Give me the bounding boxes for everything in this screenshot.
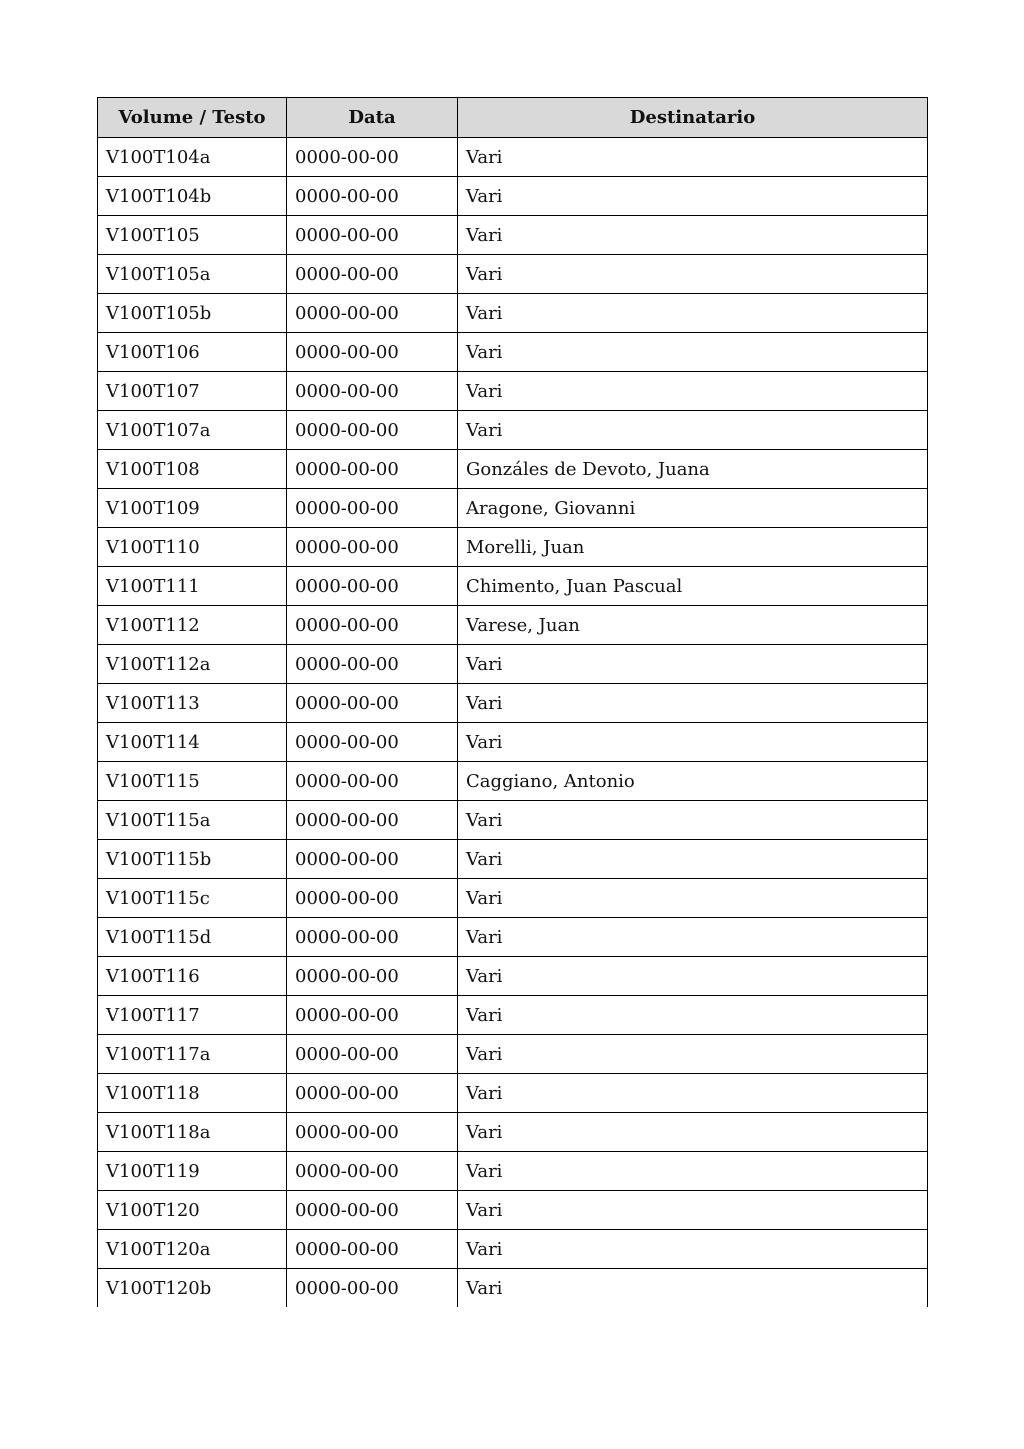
column-header-destinatario: Destinatario (458, 98, 928, 138)
cell-destinatario: Varese, Juan (458, 606, 928, 645)
table-row (98, 411, 928, 450)
cell-data: 0000-00-00 (287, 1113, 458, 1152)
cell-destinatario: Vari (458, 216, 928, 255)
table-row (98, 177, 928, 216)
cell-data: 0000-00-00 (287, 138, 458, 177)
cell-volume-testo: V100T114 (98, 723, 287, 762)
cell-volume-testo: V100T120b (98, 1269, 287, 1308)
cell-destinatario: Vari (458, 294, 928, 333)
table-row (98, 216, 928, 255)
table-row (98, 1191, 928, 1230)
cell-volume-testo: V100T110 (98, 528, 287, 567)
cell-destinatario: Vari (458, 918, 928, 957)
cell-volume-testo: V100T116 (98, 957, 287, 996)
cell-destinatario: Vari (458, 333, 928, 372)
cell-data: 0000-00-00 (287, 528, 458, 567)
cell-volume-testo: V100T115b (98, 840, 287, 879)
cell-data: 0000-00-00 (287, 879, 458, 918)
cell-volume-testo: V100T119 (98, 1152, 287, 1191)
cell-volume-testo: V100T118a (98, 1113, 287, 1152)
table-row (98, 645, 928, 684)
cell-destinatario: Aragone, Giovanni (458, 489, 928, 528)
cell-volume-testo: V100T115a (98, 801, 287, 840)
cell-data: 0000-00-00 (287, 567, 458, 606)
cell-data: 0000-00-00 (287, 1035, 458, 1074)
table-row (98, 840, 928, 879)
cell-destinatario: Vari (458, 372, 928, 411)
cell-volume-testo: V100T105b (98, 294, 287, 333)
cell-volume-testo: V100T120 (98, 1191, 287, 1230)
cell-volume-testo: V100T120a (98, 1230, 287, 1269)
table-row (98, 606, 928, 645)
table-row (98, 372, 928, 411)
table-row (98, 1269, 928, 1308)
cell-data: 0000-00-00 (287, 411, 458, 450)
table-row (98, 1074, 928, 1113)
table-row (98, 1035, 928, 1074)
cell-destinatario: Vari (458, 1074, 928, 1113)
table-row (98, 1230, 928, 1269)
cell-destinatario: Vari (458, 996, 928, 1035)
cell-destinatario: Vari (458, 1230, 928, 1269)
table-row (98, 450, 928, 489)
cell-destinatario: Vari (458, 957, 928, 996)
cell-data: 0000-00-00 (287, 372, 458, 411)
cell-data: 0000-00-00 (287, 684, 458, 723)
cell-volume-testo: V100T113 (98, 684, 287, 723)
cell-volume-testo: V100T106 (98, 333, 287, 372)
cell-volume-testo: V100T112a (98, 645, 287, 684)
cell-volume-testo: V100T115 (98, 762, 287, 801)
cell-data: 0000-00-00 (287, 801, 458, 840)
table-row (98, 957, 928, 996)
table-row (98, 996, 928, 1035)
cell-destinatario: Vari (458, 1152, 928, 1191)
cell-data: 0000-00-00 (287, 606, 458, 645)
cell-volume-testo: V100T115c (98, 879, 287, 918)
cell-data: 0000-00-00 (287, 1191, 458, 1230)
table-row (98, 255, 928, 294)
cell-volume-testo: V100T117 (98, 996, 287, 1035)
cell-volume-testo: V100T112 (98, 606, 287, 645)
table-row (98, 294, 928, 333)
cell-destinatario: Vari (458, 879, 928, 918)
cell-volume-testo: V100T105a (98, 255, 287, 294)
table-body (98, 138, 928, 1308)
cell-volume-testo: V100T117a (98, 1035, 287, 1074)
cell-volume-testo: V100T107 (98, 372, 287, 411)
cell-destinatario: Vari (458, 723, 928, 762)
cell-data: 0000-00-00 (287, 1074, 458, 1113)
cell-destinatario: Vari (458, 840, 928, 879)
cell-data: 0000-00-00 (287, 177, 458, 216)
cell-destinatario: Morelli, Juan (458, 528, 928, 567)
cell-data: 0000-00-00 (287, 957, 458, 996)
cell-volume-testo: V100T107a (98, 411, 287, 450)
cell-data: 0000-00-00 (287, 918, 458, 957)
cell-destinatario: Vari (458, 801, 928, 840)
cell-volume-testo: V100T104b (98, 177, 287, 216)
cell-destinatario: Chimento, Juan Pascual (458, 567, 928, 606)
cell-destinatario: Vari (458, 1191, 928, 1230)
cell-data: 0000-00-00 (287, 450, 458, 489)
cell-data: 0000-00-00 (287, 294, 458, 333)
table-row (98, 762, 928, 801)
column-header-volume-testo: Volume / Testo (98, 98, 287, 138)
cell-data: 0000-00-00 (287, 333, 458, 372)
cell-destinatario: Gonzáles de Devoto, Juana (458, 450, 928, 489)
table-row (98, 879, 928, 918)
table-row (98, 684, 928, 723)
table-row (98, 801, 928, 840)
letters-table (97, 97, 928, 1307)
table-row (98, 528, 928, 567)
cell-data: 0000-00-00 (287, 996, 458, 1035)
cell-destinatario: Vari (458, 1035, 928, 1074)
table-row (98, 489, 928, 528)
cell-data: 0000-00-00 (287, 489, 458, 528)
cell-destinatario: Vari (458, 1113, 928, 1152)
cell-destinatario: Caggiano, Antonio (458, 762, 928, 801)
table-row (98, 1113, 928, 1152)
cell-destinatario: Vari (458, 684, 928, 723)
table-row (98, 138, 928, 177)
table-row (98, 333, 928, 372)
cell-destinatario: Vari (458, 645, 928, 684)
cell-volume-testo: V100T115d (98, 918, 287, 957)
cell-data: 0000-00-00 (287, 723, 458, 762)
cell-volume-testo: V100T108 (98, 450, 287, 489)
cell-volume-testo: V100T111 (98, 567, 287, 606)
cell-destinatario: Vari (458, 411, 928, 450)
cell-destinatario: Vari (458, 1269, 928, 1308)
cell-data: 0000-00-00 (287, 255, 458, 294)
cell-data: 0000-00-00 (287, 1152, 458, 1191)
cell-data: 0000-00-00 (287, 1269, 458, 1308)
cell-destinatario: Vari (458, 255, 928, 294)
cell-volume-testo: V100T109 (98, 489, 287, 528)
table-row (98, 567, 928, 606)
table-header-row (98, 98, 928, 138)
cell-data: 0000-00-00 (287, 762, 458, 801)
cell-volume-testo: V100T118 (98, 1074, 287, 1113)
cell-data: 0000-00-00 (287, 645, 458, 684)
cell-destinatario: Vari (458, 138, 928, 177)
table-row (98, 1152, 928, 1191)
table-row (98, 918, 928, 957)
cell-volume-testo: V100T104a (98, 138, 287, 177)
cell-data: 0000-00-00 (287, 1230, 458, 1269)
column-header-data: Data (287, 98, 458, 138)
cell-destinatario: Vari (458, 177, 928, 216)
cell-data: 0000-00-00 (287, 840, 458, 879)
cell-volume-testo: V100T105 (98, 216, 287, 255)
table-row (98, 723, 928, 762)
cell-data: 0000-00-00 (287, 216, 458, 255)
